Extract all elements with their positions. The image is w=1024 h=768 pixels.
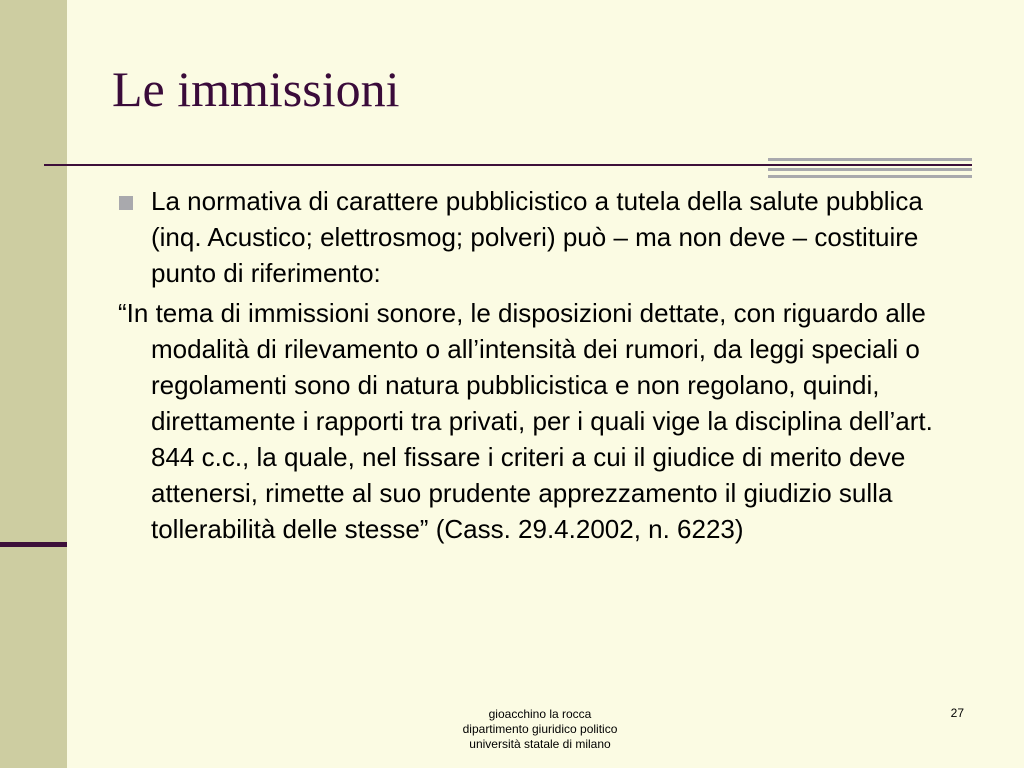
left-decorative-band <box>0 0 67 768</box>
decorative-rule-stripe <box>768 168 972 171</box>
bullet-item <box>118 183 978 291</box>
decorative-rule-stripe <box>768 175 972 178</box>
footer-department: dipartimento giuridico politico <box>462 722 618 736</box>
slide-title: Le immissioni <box>112 61 400 117</box>
left-accent-bar <box>0 542 67 547</box>
footer-author-name: gioacchino la rocca <box>488 707 592 721</box>
title-underline <box>44 164 972 166</box>
page-number: 27 <box>950 706 964 720</box>
slide-body <box>118 183 978 547</box>
square-bullet-icon <box>119 196 133 210</box>
decorative-rule-stripe <box>768 158 972 161</box>
bullet-text: La normativa di carattere pubblicistico a tutela della salute pubblica (inq. Acustico; elettrosmog; polveri) può – ma non deve – costituire punto di riferimento: <box>151 186 923 288</box>
court-quote: “In tema di immissioni sonore, le disposizioni dettate, con riguardo alle modalità di rilevamento o all’intensità dei rumori, da leggi speciali o regolamenti sono di natura pubblicistica e non regolano, quindi, direttamente i rapporti tra privati, per i quali vige la disciplina dell’art. 844 c.c., la quale, nel fissare i criteri a cui il giudice di merito deve attenersi, rimette al suo prudente apprezzamento il giudizio sulla tollerabilità delle stesse” (Cass. 29.4.2002, n. 6223) <box>118 298 933 544</box>
footer-author <box>420 707 660 752</box>
footer-university: università statale di milano <box>469 737 611 751</box>
